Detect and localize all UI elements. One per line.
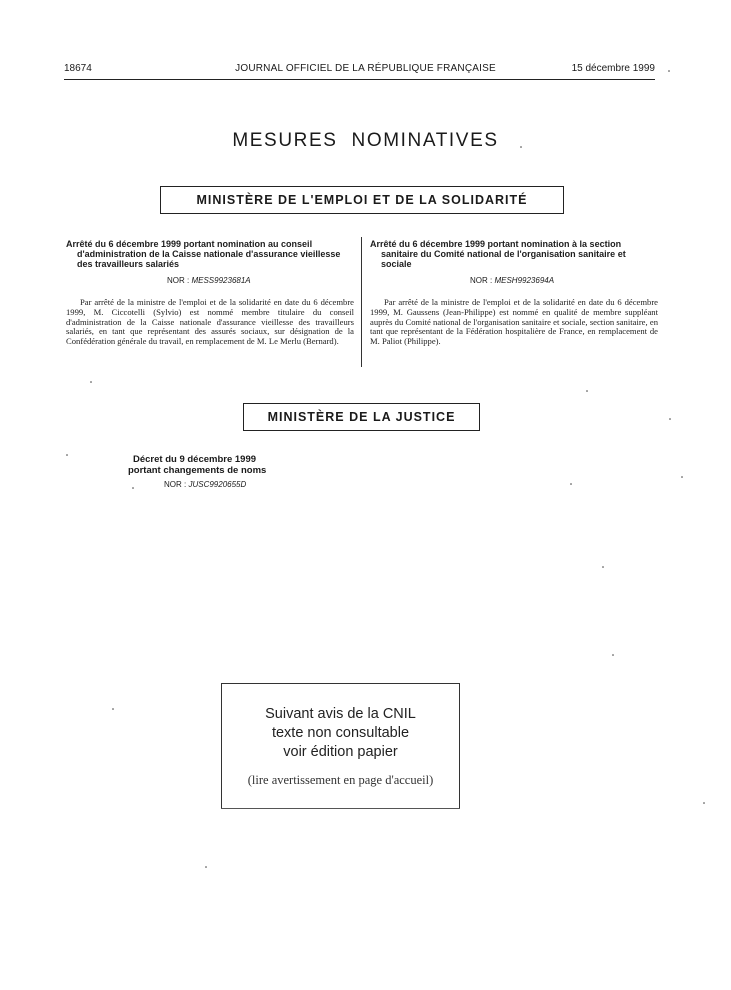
cnil-notice-line-3: voir édition papier bbox=[283, 744, 398, 760]
article-title: Arrêté du 6 décembre 1999 portant nomination au conseil d'administration de la Caisse nationale d'assurance vieillesse des travailleurs salariés bbox=[66, 239, 341, 269]
scan-speck bbox=[66, 454, 68, 456]
cnil-notice-line-2: texte non consultable bbox=[271, 725, 410, 741]
article-paragraph: Par arrêté de la ministre de l'emploi et de la solidarité en date du 6 décembre 1999, M. Ciccotelli (Sylvio) est nommé membre titulaire du conseil d'administration de la Caisse nationale d'assurance vieillesse des travailleurs salariés, en tant que représentant des assurés sociaux, sur désignation de la Confédération générale du travail, en remplacement de M. Le Merlu (Bernard). bbox=[66, 297, 354, 347]
article-body bbox=[370, 298, 658, 347]
page-number: 18674 bbox=[64, 63, 92, 74]
nor-reference bbox=[164, 480, 246, 489]
cnil-notice-bottom-rule bbox=[221, 808, 460, 809]
scan-speck bbox=[612, 654, 614, 656]
scan-speck bbox=[520, 146, 522, 148]
nor-label: NOR : bbox=[470, 276, 493, 285]
decree-title-line-1: Décret du 9 décembre 1999 bbox=[133, 454, 257, 465]
scan-speck bbox=[112, 708, 114, 710]
nor-code: MESH9923694A bbox=[494, 276, 555, 285]
nor-code: JUSC9920655D bbox=[188, 480, 247, 489]
nor-reference bbox=[167, 276, 251, 285]
scan-speck bbox=[586, 390, 588, 392]
decree-title bbox=[128, 454, 266, 476]
scan-speck bbox=[668, 70, 670, 72]
cnil-notice-line-1: Suivant avis de la CNIL bbox=[265, 706, 416, 722]
nor-code: MESS9923681A bbox=[191, 276, 251, 285]
scan-speck bbox=[669, 418, 671, 420]
article-title: Arrêté du 6 décembre 1999 portant nomination à la section sanitaire du Comité national de l'organisation sanitaire et sociale bbox=[370, 239, 626, 269]
scan-speck bbox=[132, 487, 134, 489]
article-body bbox=[66, 298, 354, 347]
section-title bbox=[0, 130, 731, 152]
scan-speck bbox=[570, 483, 572, 485]
scan-speck bbox=[703, 802, 705, 804]
scan-speck bbox=[681, 476, 683, 478]
header-rule bbox=[64, 79, 655, 80]
section-title-word-2: NOMINATIVES bbox=[351, 130, 499, 151]
nor-reference bbox=[470, 276, 554, 285]
scan-speck bbox=[602, 566, 604, 568]
cnil-notice-note: (lire avertissement en page d'accueil) bbox=[247, 773, 434, 787]
article-paragraph: Par arrêté de la ministre de l'emploi et de la solidarité en date du 6 décembre 1999, M. Gaussens (Jean-Philippe) est nommé en qualité de membre suppléant auprès du Comité national de l'organisation sanitaire et sociale, section sanitaire, en tant que représentant de la Fédération hospitalière de France, en remplacement de M. Paliot (Philippe). bbox=[370, 297, 658, 347]
ministry-heading-emploi: MINISTÈRE DE L'EMPLOI ET DE LA SOLIDARITÉ bbox=[160, 186, 564, 214]
nor-label: NOR : bbox=[167, 276, 190, 285]
journal-title: JOURNAL OFFICIEL DE LA RÉPUBLIQUE FRANÇAISE bbox=[235, 63, 496, 74]
nor-label: NOR : bbox=[164, 480, 187, 489]
scan-speck bbox=[90, 381, 92, 383]
issue-date: 15 décembre 1999 bbox=[571, 63, 655, 74]
scan-speck bbox=[205, 866, 207, 868]
section-title-word-1: MESURES bbox=[232, 130, 338, 151]
column-divider bbox=[361, 237, 362, 367]
ministry-heading-justice: MINISTÈRE DE LA JUSTICE bbox=[243, 403, 480, 431]
decree-title-line-2: portant changements de noms bbox=[128, 465, 267, 476]
